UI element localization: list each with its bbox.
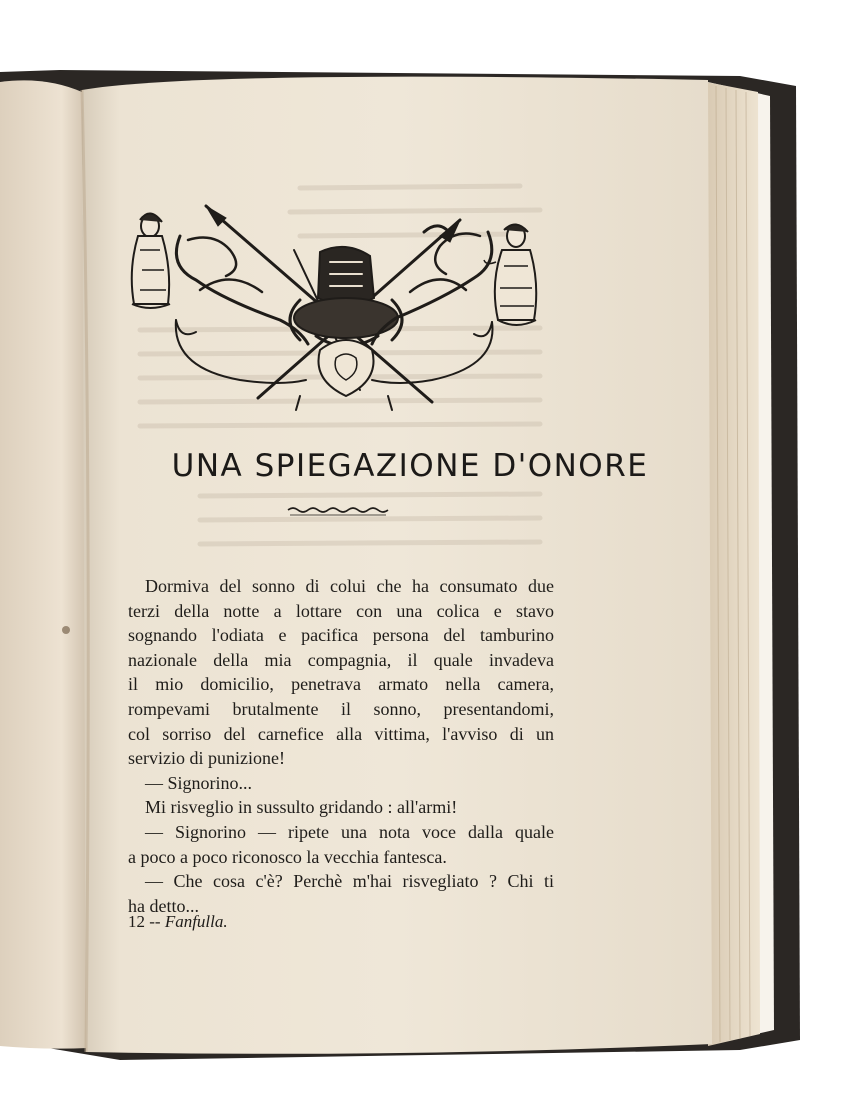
- paragraph-line: Dormiva del sonno di colui che ha consumato due: [145, 576, 554, 596]
- dialogue-line: — Che cosa c'è? Perchè m'hai risvegliato ? Chi ti: [145, 871, 554, 892]
- paragraph-line: nazionale della mia compagnia, il quale invadeva: [128, 649, 554, 670]
- left-page: [0, 80, 88, 1048]
- paragraph-line: il mio domicilio, penetrava armato nella camera,: [128, 674, 554, 695]
- signature-footer: [128, 912, 428, 932]
- paragraph-line: terzi della notte a lottare con una colica e stavo: [128, 600, 554, 621]
- dialogue-line: — Signorino...: [145, 772, 253, 793]
- paragraph-line: rompevami brutalmente il sonno, presentandomi,: [128, 698, 554, 719]
- paragraph-line: servizio di punizione!: [128, 748, 285, 769]
- page-stack-edges: [706, 82, 774, 1046]
- signature-number: 12 --: [128, 912, 161, 931]
- dialogue-line: ha detto...: [128, 895, 199, 916]
- paragraph-line: col sorriso del carnefice alla vittima, l'avviso di un: [128, 723, 554, 744]
- dialogue-line: Mi risveglio in sussulto gridando : all'armi!: [145, 797, 458, 818]
- dialogue-line: a poco a poco riconosco la vecchia fantesca.: [128, 846, 447, 867]
- page-stain: [62, 626, 70, 634]
- dialogue-line: — Signorino — ripete una nota voce dalla quale: [145, 821, 554, 842]
- chapter-body: [128, 574, 554, 918]
- chapter-title: UNA SPIEGAZIONE D'ONORE: [171, 448, 649, 484]
- paragraph-line: sognando l'odiata e pacifica persona del tamburino: [128, 625, 554, 646]
- signature-name: Fanfulla.: [164, 912, 228, 931]
